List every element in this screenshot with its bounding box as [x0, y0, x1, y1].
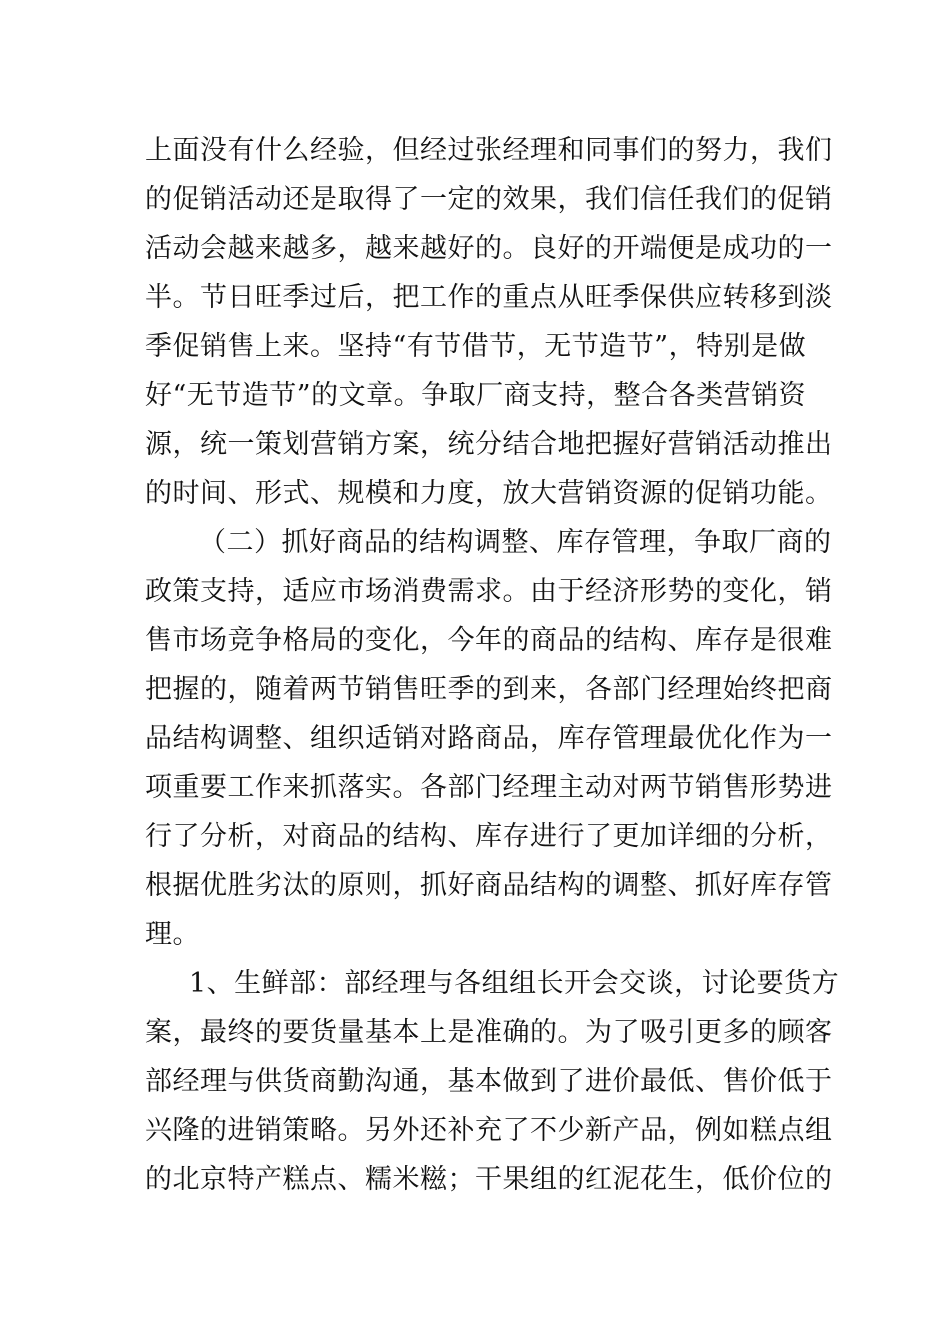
text-line: 兴隆的进销策略。另外还补充了不少新产品，例如糕点组 — [145, 1115, 833, 1146]
text-line-first: 1、生鲜部：部经理与各组组长开会交谈，讨论要货方 — [189, 968, 840, 999]
text-line: 季促销售上来。坚持“有节借节，无节造节”，特别是做 — [145, 331, 807, 362]
paragraph-section-two — [145, 518, 833, 959]
document-body — [145, 126, 840, 1204]
text-line: 政策支持，适应市场消费需求。由于经济形势的变化，销 — [145, 576, 833, 607]
text-line: 源，统一策划营销方案，统分结合地把握好营销活动推出 — [145, 429, 833, 460]
text-line: 上面没有什么经验，但经过张经理和同事们的努力，我们 — [145, 135, 833, 166]
text-line: 根据优胜劣汰的原则，抓好商品结构的调整、抓好库存管 — [145, 870, 833, 901]
text-line: 的北京特产糕点、糯米糍；干果组的红泥花生，低价位的 — [145, 1164, 833, 1195]
text-line: 项重要工作来抓落实。各部门经理主动对两节销售形势进 — [145, 772, 833, 803]
text-line: 品结构调整、组织适销对路商品，库存管理最优化作为一 — [145, 723, 833, 754]
text-line: 售市场竞争格局的变化，今年的商品的结构、库存是很难 — [145, 625, 833, 656]
text-line: 半。节日旺季过后，把工作的重点从旺季保供应转移到淡 — [145, 282, 833, 313]
text-line: 的时间、形式、规模和力度，放大营销资源的促销功能。 — [145, 478, 833, 509]
text-line: 活动会越来越多，越来越好的。良好的开端便是成功的一 — [145, 233, 833, 264]
paragraph-promotion — [145, 126, 833, 518]
text-line: 的促销活动还是取得了一定的效果，我们信任我们的促销 — [145, 184, 833, 215]
text-line: 好“无节造节”的文章。争取厂商支持，整合各类营销资 — [145, 380, 807, 411]
text-line: 行了分析，对商品的结构、库存进行了更加详细的分析， — [145, 821, 833, 852]
text-line: 部经理与供货商勤沟通，基本做到了进价最低、售价低于 — [145, 1066, 833, 1097]
text-line: 把握的，随着两节销售旺季的到来，各部门经理始终把商 — [145, 674, 833, 705]
text-line: 理。 — [145, 919, 200, 950]
text-line-first: （二）抓好商品的结构调整、库存管理，争取厂商的 — [199, 527, 832, 558]
paragraph-fresh-department — [145, 959, 840, 1204]
text-line: 案，最终的要货量基本上是准确的。为了吸引更多的顾客 — [145, 1017, 833, 1048]
